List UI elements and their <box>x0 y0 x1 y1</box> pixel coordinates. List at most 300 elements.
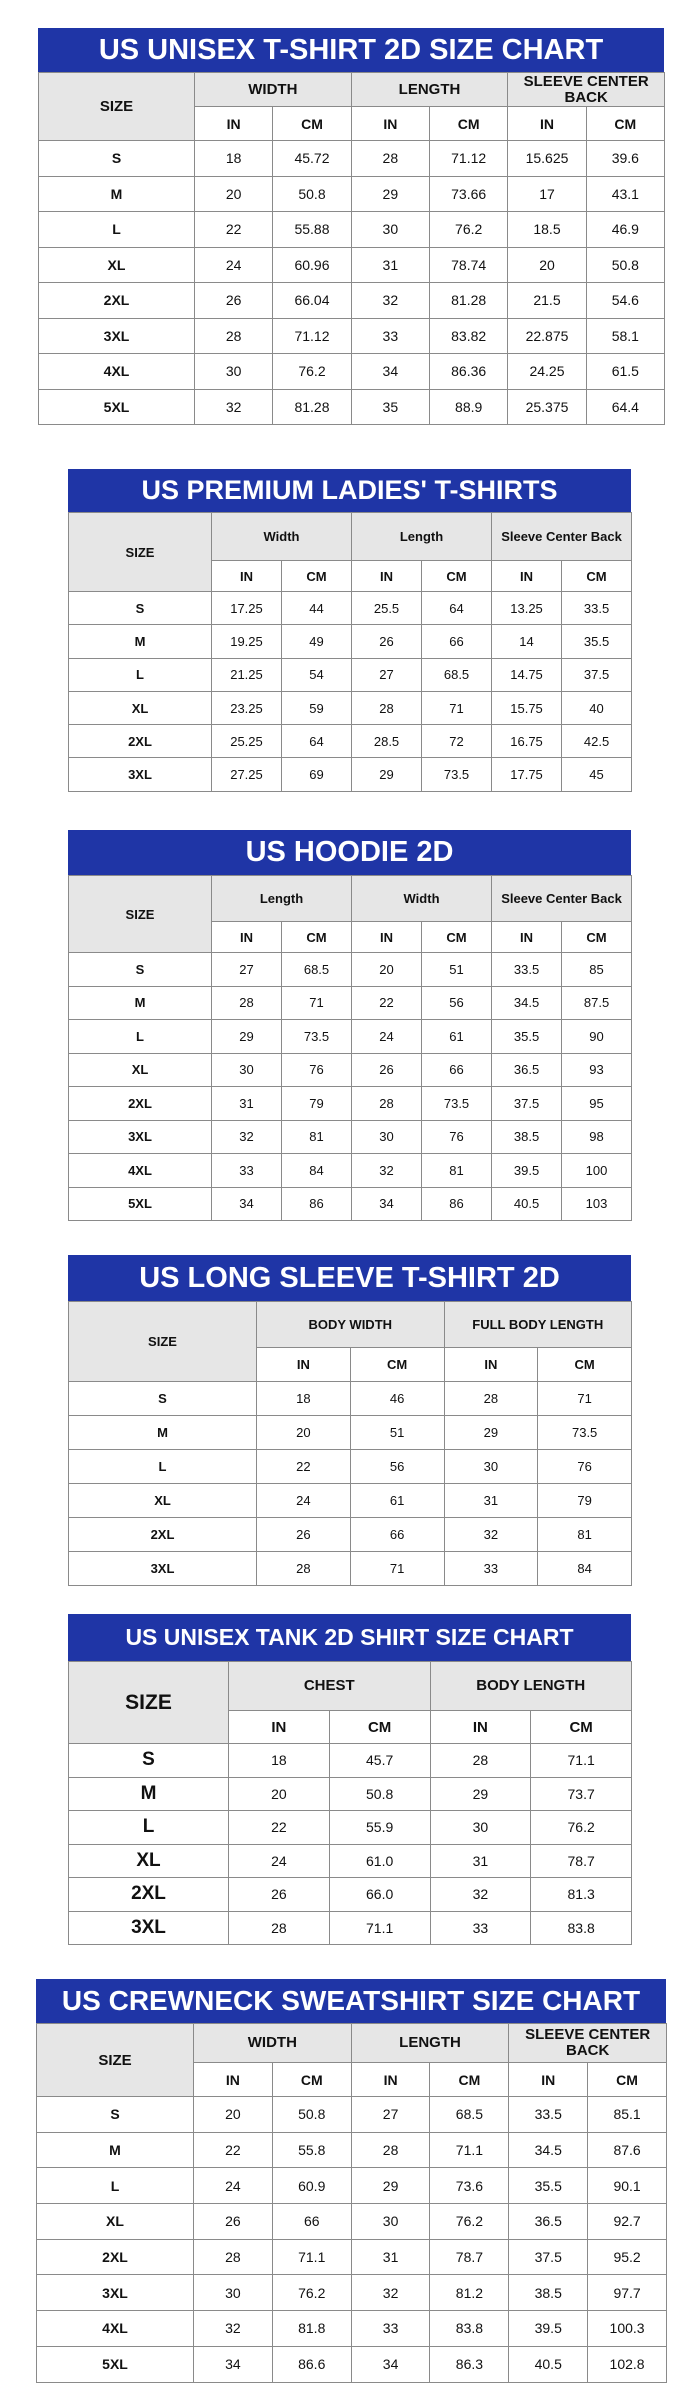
value-cell: 27 <box>351 2097 430 2133</box>
value-cell: 97.7 <box>588 2275 667 2311</box>
value-cell: 31 <box>351 247 429 283</box>
value-cell: 98 <box>562 1120 632 1154</box>
value-cell: 33.5 <box>562 592 632 625</box>
value-cell: 88.9 <box>429 389 507 425</box>
value-cell: 71.1 <box>531 1744 632 1778</box>
value-cell: 71.1 <box>272 2239 351 2275</box>
value-cell: 34 <box>194 2346 273 2382</box>
value-cell: 25.375 <box>508 389 586 425</box>
value-cell: 54.6 <box>586 283 664 319</box>
table-row <box>37 2311 667 2347</box>
value-cell: 95.2 <box>588 2239 667 2275</box>
value-cell: 24 <box>194 2168 273 2204</box>
value-cell: 25.25 <box>212 725 282 758</box>
table-row <box>69 625 632 658</box>
value-cell: 33 <box>351 318 429 354</box>
unit-cm: CM <box>422 561 492 592</box>
value-cell: 73.7 <box>531 1777 632 1811</box>
value-cell: 20 <box>352 953 422 987</box>
size-cell: L <box>69 1450 257 1484</box>
value-cell: 28.5 <box>352 725 422 758</box>
value-cell: 76.2 <box>430 2204 509 2240</box>
header-chest: CHEST <box>229 1662 431 1711</box>
unit-cm: CM <box>562 561 632 592</box>
value-cell: 31 <box>430 1844 531 1878</box>
value-cell: 33 <box>444 1552 538 1586</box>
value-cell: 30 <box>195 354 273 390</box>
unit-in: IN <box>212 922 282 953</box>
value-cell: 93 <box>562 1053 632 1087</box>
value-cell: 32 <box>444 1518 538 1552</box>
value-cell: 30 <box>444 1450 538 1484</box>
value-cell: 81.28 <box>429 283 507 319</box>
table-row <box>69 725 632 758</box>
table-row <box>69 1020 632 1054</box>
value-cell: 39.5 <box>492 1154 562 1188</box>
size-cell: M <box>69 1777 229 1811</box>
size-cell: M <box>69 625 212 658</box>
value-cell: 71.1 <box>329 1911 430 1945</box>
size-cell: S <box>69 953 212 987</box>
value-cell: 51 <box>350 1416 444 1450</box>
table-row <box>69 758 632 791</box>
unit-in: IN <box>351 2063 430 2097</box>
value-cell: 81 <box>282 1120 352 1154</box>
value-cell: 45.7 <box>329 1744 430 1778</box>
value-cell: 28 <box>229 1911 330 1945</box>
table-row <box>39 176 665 212</box>
value-cell: 68.5 <box>282 953 352 987</box>
value-cell: 30 <box>212 1053 282 1087</box>
header-length: Length <box>352 513 492 561</box>
unisex-tshirt-chart <box>38 28 664 425</box>
table-row <box>37 2168 667 2204</box>
unit-in: IN <box>430 1711 531 1744</box>
value-cell: 55.88 <box>273 212 351 248</box>
crewneck-chart <box>36 1979 666 2383</box>
table-row <box>39 318 665 354</box>
size-cell: 5XL <box>69 1187 212 1221</box>
value-cell: 64.4 <box>586 389 664 425</box>
value-cell: 34.5 <box>492 986 562 1020</box>
size-cell: XL <box>39 247 195 283</box>
unit-in: IN <box>492 561 562 592</box>
value-cell: 61 <box>422 1020 492 1054</box>
value-cell: 28 <box>194 2239 273 2275</box>
size-cell: L <box>69 1811 229 1845</box>
header-width: WIDTH <box>194 2024 352 2063</box>
value-cell: 27 <box>352 658 422 691</box>
size-cell: XL <box>69 1844 229 1878</box>
unit-cm: CM <box>422 922 492 953</box>
value-cell: 86.3 <box>430 2346 509 2382</box>
value-cell: 22 <box>194 2132 273 2168</box>
value-cell: 32 <box>351 283 429 319</box>
value-cell: 29 <box>444 1416 538 1450</box>
value-cell: 24.25 <box>508 354 586 390</box>
value-cell: 79 <box>282 1087 352 1121</box>
value-cell: 15.625 <box>508 141 586 177</box>
table-row <box>69 1844 632 1878</box>
header-row <box>69 1662 632 1711</box>
value-cell: 73.5 <box>538 1416 632 1450</box>
value-cell: 33 <box>212 1154 282 1188</box>
value-cell: 14 <box>492 625 562 658</box>
unit-cm: CM <box>538 1348 632 1382</box>
value-cell: 30 <box>351 2204 430 2240</box>
size-cell: 2XL <box>69 1087 212 1121</box>
value-cell: 20 <box>229 1777 330 1811</box>
header-row <box>69 513 632 561</box>
value-cell: 36.5 <box>509 2204 588 2240</box>
header-row <box>69 1302 632 1348</box>
value-cell: 18 <box>195 141 273 177</box>
hoodie-chart <box>68 830 631 1221</box>
table-row <box>69 1484 632 1518</box>
unit-cm: CM <box>273 107 351 141</box>
value-cell: 32 <box>195 389 273 425</box>
value-cell: 20 <box>195 176 273 212</box>
size-cell: M <box>69 1416 257 1450</box>
header-length: LENGTH <box>351 73 508 107</box>
value-cell: 16.75 <box>492 725 562 758</box>
long-sleeve-chart <box>68 1255 631 1586</box>
value-cell: 100.3 <box>588 2311 667 2347</box>
value-cell: 49 <box>282 625 352 658</box>
size-cell: L <box>69 1020 212 1054</box>
size-cell: S <box>69 592 212 625</box>
value-cell: 29 <box>430 1777 531 1811</box>
value-cell: 71 <box>538 1382 632 1416</box>
value-cell: 39.6 <box>586 141 664 177</box>
value-cell: 21.5 <box>508 283 586 319</box>
header-body-length: BODY LENGTH <box>430 1662 632 1711</box>
value-cell: 24 <box>195 247 273 283</box>
table-row <box>69 1744 632 1778</box>
unit-cm: CM <box>429 107 507 141</box>
value-cell: 21.25 <box>212 658 282 691</box>
value-cell: 26 <box>195 283 273 319</box>
value-cell: 73.66 <box>429 176 507 212</box>
header-width: Width <box>212 513 352 561</box>
table-row <box>39 354 665 390</box>
table-row <box>69 1911 632 1945</box>
table-row <box>69 1777 632 1811</box>
value-cell: 90.1 <box>588 2168 667 2204</box>
header-sleeve-center-back: Sleeve Center Back <box>492 513 632 561</box>
value-cell: 34 <box>352 1187 422 1221</box>
value-cell: 81.8 <box>272 2311 351 2347</box>
value-cell: 71.1 <box>430 2132 509 2168</box>
value-cell: 20 <box>194 2097 273 2133</box>
chart-title: US CREWNECK SWEATSHIRT SIZE CHART <box>36 1979 666 2023</box>
value-cell: 46.9 <box>586 212 664 248</box>
value-cell: 28 <box>257 1552 351 1586</box>
size-cell: 5XL <box>37 2346 194 2382</box>
unit-in: IN <box>195 107 273 141</box>
size-cell: L <box>69 658 212 691</box>
value-cell: 71 <box>282 986 352 1020</box>
table-row <box>69 1450 632 1484</box>
value-cell: 22.875 <box>508 318 586 354</box>
value-cell: 85 <box>562 953 632 987</box>
value-cell: 61.5 <box>586 354 664 390</box>
header-row <box>69 876 632 922</box>
value-cell: 32 <box>430 1878 531 1912</box>
value-cell: 84 <box>282 1154 352 1188</box>
table-row <box>69 953 632 987</box>
value-cell: 56 <box>422 986 492 1020</box>
value-cell: 58.1 <box>586 318 664 354</box>
table-row <box>37 2239 667 2275</box>
value-cell: 81.2 <box>430 2275 509 2311</box>
header-length: LENGTH <box>351 2024 509 2063</box>
value-cell: 35.5 <box>562 625 632 658</box>
size-cell: XL <box>69 1484 257 1518</box>
chart-title: US PREMIUM LADIES' T-SHIRTS <box>68 469 631 512</box>
chart-title: US HOODIE 2D <box>68 830 631 875</box>
unit-in: IN <box>351 107 429 141</box>
value-cell: 40.5 <box>509 2346 588 2382</box>
table-row <box>69 1518 632 1552</box>
table-row <box>37 2132 667 2168</box>
value-cell: 83.82 <box>429 318 507 354</box>
unit-cm: CM <box>562 922 632 953</box>
table-row <box>69 1878 632 1912</box>
value-cell: 69 <box>282 758 352 791</box>
value-cell: 26 <box>194 2204 273 2240</box>
value-cell: 92.7 <box>588 2204 667 2240</box>
value-cell: 66 <box>350 1518 444 1552</box>
value-cell: 38.5 <box>492 1120 562 1154</box>
value-cell: 14.75 <box>492 658 562 691</box>
unit-cm: CM <box>329 1711 430 1744</box>
value-cell: 51 <box>422 953 492 987</box>
value-cell: 35 <box>351 389 429 425</box>
size-cell: S <box>69 1744 229 1778</box>
size-cell: 3XL <box>37 2275 194 2311</box>
size-cell: 4XL <box>69 1154 212 1188</box>
value-cell: 71 <box>422 691 492 724</box>
value-cell: 78.7 <box>531 1844 632 1878</box>
table-row <box>69 1552 632 1586</box>
size-cell: XL <box>37 2204 194 2240</box>
value-cell: 40.5 <box>492 1187 562 1221</box>
value-cell: 50.8 <box>272 2097 351 2133</box>
value-cell: 38.5 <box>509 2275 588 2311</box>
value-cell: 83.8 <box>531 1911 632 1945</box>
unit-cm: CM <box>588 2063 667 2097</box>
value-cell: 28 <box>352 691 422 724</box>
size-cell: 3XL <box>39 318 195 354</box>
value-cell: 66.0 <box>329 1878 430 1912</box>
value-cell: 83.8 <box>430 2311 509 2347</box>
value-cell: 17.75 <box>492 758 562 791</box>
value-cell: 85.1 <box>588 2097 667 2133</box>
table-row <box>69 1382 632 1416</box>
value-cell: 87.6 <box>588 2132 667 2168</box>
value-cell: 32 <box>352 1154 422 1188</box>
value-cell: 84 <box>538 1552 632 1586</box>
value-cell: 71.12 <box>429 141 507 177</box>
table-row <box>37 2275 667 2311</box>
table-row <box>69 658 632 691</box>
size-cell: M <box>39 176 195 212</box>
value-cell: 73.5 <box>422 758 492 791</box>
header-length: Length <box>212 876 352 922</box>
value-cell: 30 <box>351 212 429 248</box>
size-table <box>68 512 632 792</box>
header-width: WIDTH <box>195 73 352 107</box>
value-cell: 28 <box>444 1382 538 1416</box>
value-cell: 31 <box>351 2239 430 2275</box>
size-table <box>68 1661 632 1945</box>
value-cell: 25.5 <box>352 592 422 625</box>
value-cell: 37.5 <box>492 1087 562 1121</box>
value-cell: 34.5 <box>509 2132 588 2168</box>
value-cell: 103 <box>562 1187 632 1221</box>
table-row <box>69 691 632 724</box>
unit-cm: CM <box>272 2063 351 2097</box>
value-cell: 15.75 <box>492 691 562 724</box>
value-cell: 81 <box>538 1518 632 1552</box>
table-row <box>37 2346 667 2382</box>
value-cell: 35.5 <box>492 1020 562 1054</box>
value-cell: 32 <box>212 1120 282 1154</box>
value-cell: 86 <box>282 1187 352 1221</box>
table-row <box>69 986 632 1020</box>
value-cell: 28 <box>430 1744 531 1778</box>
value-cell: 76.2 <box>429 212 507 248</box>
value-cell: 18 <box>257 1382 351 1416</box>
value-cell: 18.5 <box>508 212 586 248</box>
value-cell: 55.9 <box>329 1811 430 1845</box>
value-cell: 24 <box>352 1020 422 1054</box>
unit-in: IN <box>444 1348 538 1382</box>
value-cell: 79 <box>538 1484 632 1518</box>
value-cell: 68.5 <box>430 2097 509 2133</box>
value-cell: 29 <box>352 758 422 791</box>
table-row <box>39 141 665 177</box>
unit-in: IN <box>212 561 282 592</box>
value-cell: 50.8 <box>586 247 664 283</box>
header-row <box>37 2024 667 2063</box>
value-cell: 28 <box>351 141 429 177</box>
size-cell: 2XL <box>69 1518 257 1552</box>
value-cell: 20 <box>257 1416 351 1450</box>
unit-in: IN <box>492 922 562 953</box>
value-cell: 95 <box>562 1087 632 1121</box>
chart-title: US LONG SLEEVE T-SHIRT 2D <box>68 1255 631 1301</box>
value-cell: 68.5 <box>422 658 492 691</box>
table-row <box>39 247 665 283</box>
table-row <box>39 212 665 248</box>
value-cell: 28 <box>195 318 273 354</box>
table-row <box>69 1154 632 1188</box>
table-row <box>39 283 665 319</box>
unit-cm: CM <box>282 922 352 953</box>
size-cell: 2XL <box>39 283 195 319</box>
value-cell: 42.5 <box>562 725 632 758</box>
value-cell: 37.5 <box>562 658 632 691</box>
size-cell: 2XL <box>37 2239 194 2275</box>
value-cell: 29 <box>212 1020 282 1054</box>
value-cell: 78.7 <box>430 2239 509 2275</box>
unit-in: IN <box>508 107 586 141</box>
value-cell: 81 <box>422 1154 492 1188</box>
size-table <box>68 1301 632 1586</box>
value-cell: 22 <box>257 1450 351 1484</box>
value-cell: 19.25 <box>212 625 282 658</box>
table-row <box>69 1187 632 1221</box>
table-row <box>69 1087 632 1121</box>
value-cell: 33.5 <box>509 2097 588 2133</box>
value-cell: 81.28 <box>273 389 351 425</box>
table-row <box>69 1811 632 1845</box>
size-table <box>38 72 665 425</box>
value-cell: 86.36 <box>429 354 507 390</box>
unit-in: IN <box>352 561 422 592</box>
value-cell: 43.1 <box>586 176 664 212</box>
value-cell: 18 <box>229 1744 330 1778</box>
value-cell: 55.8 <box>272 2132 351 2168</box>
table-row <box>69 1416 632 1450</box>
value-cell: 73.5 <box>422 1087 492 1121</box>
value-cell: 76.2 <box>273 354 351 390</box>
value-cell: 81.3 <box>531 1878 632 1912</box>
value-cell: 20 <box>508 247 586 283</box>
value-cell: 54 <box>282 658 352 691</box>
value-cell: 45.72 <box>273 141 351 177</box>
value-cell: 50.8 <box>273 176 351 212</box>
value-cell: 59 <box>282 691 352 724</box>
value-cell: 24 <box>257 1484 351 1518</box>
value-cell: 22 <box>195 212 273 248</box>
unit-in: IN <box>257 1348 351 1382</box>
size-cell: L <box>39 212 195 248</box>
header-row <box>39 73 665 107</box>
size-cell: XL <box>69 691 212 724</box>
value-cell: 56 <box>350 1450 444 1484</box>
table-row <box>69 592 632 625</box>
value-cell: 34 <box>351 2346 430 2382</box>
header-sleeve-center-back: SLEEVE CENTER BACK <box>508 73 665 107</box>
value-cell: 76.2 <box>531 1811 632 1845</box>
value-cell: 30 <box>194 2275 273 2311</box>
value-cell: 23.25 <box>212 691 282 724</box>
value-cell: 17.25 <box>212 592 282 625</box>
value-cell: 76 <box>538 1450 632 1484</box>
value-cell: 29 <box>351 2168 430 2204</box>
unit-in: IN <box>229 1711 330 1744</box>
value-cell: 40 <box>562 691 632 724</box>
value-cell: 22 <box>352 986 422 1020</box>
value-cell: 60.9 <box>272 2168 351 2204</box>
value-cell: 27 <box>212 953 282 987</box>
table-row <box>69 1053 632 1087</box>
size-cell: 5XL <box>39 389 195 425</box>
value-cell: 73.5 <box>282 1020 352 1054</box>
value-cell: 100 <box>562 1154 632 1188</box>
value-cell: 28 <box>352 1087 422 1121</box>
value-cell: 61 <box>350 1484 444 1518</box>
value-cell: 71.12 <box>273 318 351 354</box>
value-cell: 27.25 <box>212 758 282 791</box>
header-sleeve-center-back: SLEEVE CENTER BACK <box>509 2024 667 2063</box>
size-cell: 3XL <box>69 758 212 791</box>
size-cell: 2XL <box>69 1878 229 1912</box>
value-cell: 66 <box>272 2204 351 2240</box>
